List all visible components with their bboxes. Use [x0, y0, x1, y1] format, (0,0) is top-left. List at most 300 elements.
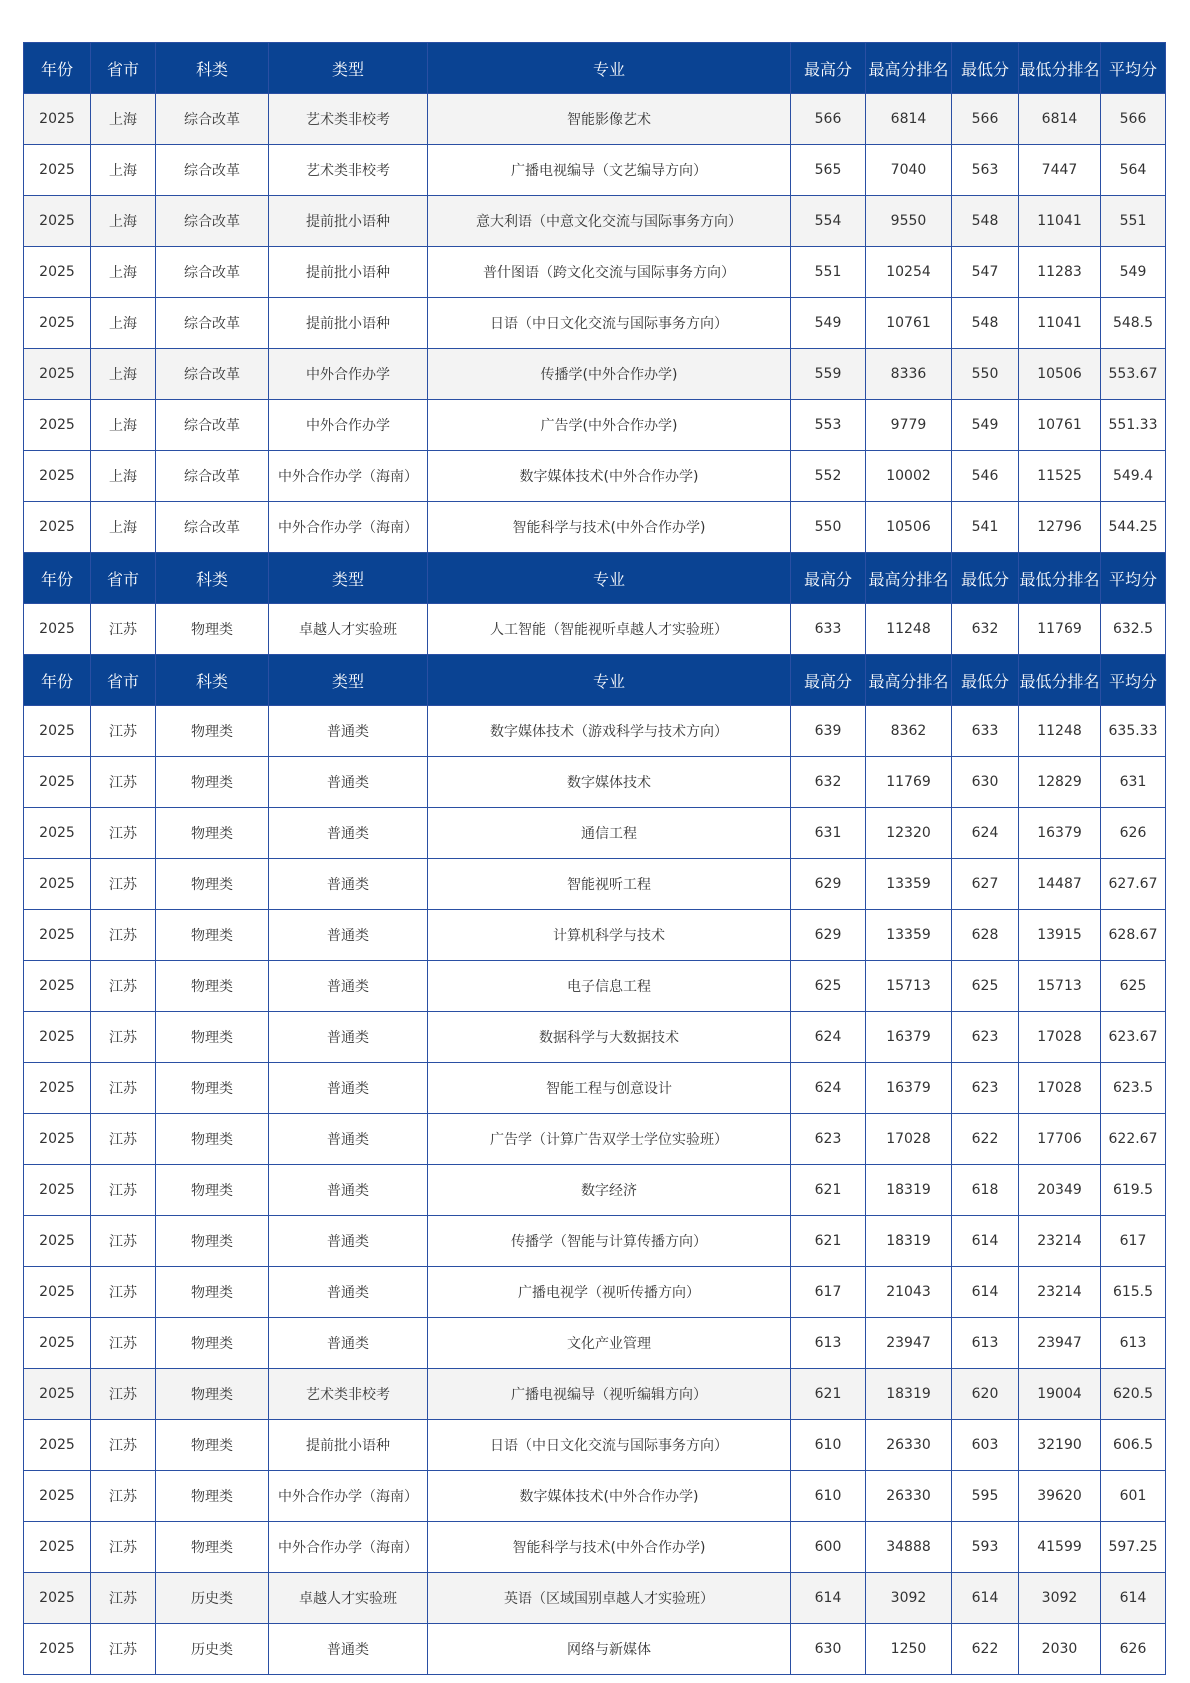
- cell-province: 江苏: [91, 808, 156, 859]
- cell-max-rank: 11248: [866, 604, 952, 655]
- cell-year: 2025: [24, 196, 91, 247]
- header-row: [24, 43, 1166, 94]
- cell-category: 中外合作办学（海南）: [269, 1522, 428, 1573]
- cell-year: 2025: [24, 910, 91, 961]
- cell-min-rank: 17028: [1019, 1012, 1101, 1063]
- column-header-province: 省市: [91, 43, 156, 94]
- cell-max-score: 551: [791, 247, 866, 298]
- cell-max-rank: 13359: [866, 910, 952, 961]
- column-header-major: 专业: [428, 655, 791, 706]
- cell-category: 中外合作办学: [269, 349, 428, 400]
- header-row: [24, 553, 1166, 604]
- cell-major: 英语（区域国别卓越人才实验班）: [428, 1573, 791, 1624]
- table-row: [24, 1216, 1166, 1267]
- table-row: [24, 94, 1166, 145]
- table-row: [24, 196, 1166, 247]
- column-header-subject: 科类: [156, 655, 269, 706]
- admission-scores-table: [23, 42, 1166, 1675]
- cell-max-score: 559: [791, 349, 866, 400]
- cell-subject: 综合改革: [156, 502, 269, 553]
- cell-major: 计算机科学与技术: [428, 910, 791, 961]
- cell-min-rank: 32190: [1019, 1420, 1101, 1471]
- cell-subject: 综合改革: [156, 94, 269, 145]
- cell-category: 普通类: [269, 757, 428, 808]
- cell-min-rank: 11041: [1019, 298, 1101, 349]
- cell-avg-score: 606.5: [1101, 1420, 1166, 1471]
- cell-province: 上海: [91, 145, 156, 196]
- cell-avg-score: 551: [1101, 196, 1166, 247]
- column-header-category: 类型: [269, 655, 428, 706]
- cell-category: 普通类: [269, 859, 428, 910]
- cell-avg-score: 549: [1101, 247, 1166, 298]
- cell-max-rank: 12320: [866, 808, 952, 859]
- cell-subject: 综合改革: [156, 298, 269, 349]
- cell-year: 2025: [24, 1471, 91, 1522]
- cell-avg-score: 614: [1101, 1573, 1166, 1624]
- table-row: [24, 604, 1166, 655]
- cell-max-score: 554: [791, 196, 866, 247]
- column-header-avg-score: 平均分: [1101, 655, 1166, 706]
- cell-max-score: 621: [791, 1216, 866, 1267]
- cell-category: 普通类: [269, 1216, 428, 1267]
- cell-max-rank: 17028: [866, 1114, 952, 1165]
- cell-max-score: 629: [791, 859, 866, 910]
- cell-year: 2025: [24, 1522, 91, 1573]
- cell-min-score: 627: [952, 859, 1019, 910]
- cell-subject: 综合改革: [156, 145, 269, 196]
- cell-major: 广告学（计算广告双学士学位实验班）: [428, 1114, 791, 1165]
- cell-avg-score: 601: [1101, 1471, 1166, 1522]
- cell-major: 传播学(中外合作办学): [428, 349, 791, 400]
- cell-max-score: 549: [791, 298, 866, 349]
- cell-province: 江苏: [91, 1216, 156, 1267]
- cell-min-rank: 11248: [1019, 706, 1101, 757]
- cell-major: 智能视听工程: [428, 859, 791, 910]
- cell-max-rank: 10254: [866, 247, 952, 298]
- cell-province: 江苏: [91, 1165, 156, 1216]
- cell-province: 江苏: [91, 1114, 156, 1165]
- cell-avg-score: 544.25: [1101, 502, 1166, 553]
- column-header-major: 专业: [428, 553, 791, 604]
- cell-avg-score: 632.5: [1101, 604, 1166, 655]
- cell-max-rank: 9779: [866, 400, 952, 451]
- cell-avg-score: 623.5: [1101, 1063, 1166, 1114]
- cell-major: 通信工程: [428, 808, 791, 859]
- cell-max-score: 600: [791, 1522, 866, 1573]
- cell-category: 提前批小语种: [269, 298, 428, 349]
- cell-province: 江苏: [91, 1471, 156, 1522]
- cell-subject: 物理类: [156, 1267, 269, 1318]
- cell-province: 江苏: [91, 1012, 156, 1063]
- column-header-min-score: 最低分: [952, 43, 1019, 94]
- cell-major: 电子信息工程: [428, 961, 791, 1012]
- cell-max-rank: 10506: [866, 502, 952, 553]
- cell-max-rank: 15713: [866, 961, 952, 1012]
- cell-min-rank: 11769: [1019, 604, 1101, 655]
- cell-major: 智能科学与技术(中外合作办学): [428, 502, 791, 553]
- cell-major: 数字媒体技术(中外合作办学): [428, 451, 791, 502]
- cell-min-rank: 23214: [1019, 1267, 1101, 1318]
- cell-max-rank: 23947: [866, 1318, 952, 1369]
- cell-province: 江苏: [91, 1318, 156, 1369]
- cell-max-score: 639: [791, 706, 866, 757]
- table-row: [24, 859, 1166, 910]
- cell-min-score: 613: [952, 1318, 1019, 1369]
- header-row: [24, 655, 1166, 706]
- cell-min-score: 595: [952, 1471, 1019, 1522]
- cell-avg-score: 549.4: [1101, 451, 1166, 502]
- cell-avg-score: 626: [1101, 808, 1166, 859]
- cell-year: 2025: [24, 349, 91, 400]
- cell-subject: 历史类: [156, 1624, 269, 1675]
- cell-min-rank: 6814: [1019, 94, 1101, 145]
- table-row: [24, 808, 1166, 859]
- cell-category: 中外合作办学（海南）: [269, 451, 428, 502]
- cell-max-score: 625: [791, 961, 866, 1012]
- cell-min-rank: 11283: [1019, 247, 1101, 298]
- cell-min-score: 593: [952, 1522, 1019, 1573]
- cell-min-score: 628: [952, 910, 1019, 961]
- cell-subject: 物理类: [156, 1012, 269, 1063]
- cell-year: 2025: [24, 961, 91, 1012]
- cell-max-score: 610: [791, 1471, 866, 1522]
- cell-min-score: 624: [952, 808, 1019, 859]
- cell-year: 2025: [24, 247, 91, 298]
- cell-subject: 物理类: [156, 859, 269, 910]
- cell-category: 普通类: [269, 910, 428, 961]
- cell-max-rank: 6814: [866, 94, 952, 145]
- cell-max-score: 633: [791, 604, 866, 655]
- cell-major: 意大利语（中意文化交流与国际事务方向）: [428, 196, 791, 247]
- column-header-min-score: 最低分: [952, 553, 1019, 604]
- cell-subject: 物理类: [156, 1318, 269, 1369]
- cell-max-score: 632: [791, 757, 866, 808]
- column-header-subject: 科类: [156, 43, 269, 94]
- cell-max-score: 614: [791, 1573, 866, 1624]
- cell-major: 传播学（智能与计算传播方向）: [428, 1216, 791, 1267]
- cell-province: 上海: [91, 349, 156, 400]
- cell-min-rank: 10761: [1019, 400, 1101, 451]
- cell-min-score: 549: [952, 400, 1019, 451]
- cell-major: 智能影像艺术: [428, 94, 791, 145]
- cell-min-score: 614: [952, 1267, 1019, 1318]
- cell-avg-score: 548.5: [1101, 298, 1166, 349]
- cell-max-score: 621: [791, 1369, 866, 1420]
- table-row: [24, 1114, 1166, 1165]
- cell-major: 数据科学与大数据技术: [428, 1012, 791, 1063]
- cell-min-score: 541: [952, 502, 1019, 553]
- table-row: [24, 1063, 1166, 1114]
- cell-province: 江苏: [91, 604, 156, 655]
- cell-year: 2025: [24, 145, 91, 196]
- cell-category: 普通类: [269, 808, 428, 859]
- cell-year: 2025: [24, 757, 91, 808]
- cell-major: 日语（中日文化交流与国际事务方向）: [428, 1420, 791, 1471]
- cell-year: 2025: [24, 1012, 91, 1063]
- cell-subject: 综合改革: [156, 247, 269, 298]
- cell-category: 普通类: [269, 1267, 428, 1318]
- cell-major: 广播电视编导（视听编辑方向）: [428, 1369, 791, 1420]
- cell-province: 江苏: [91, 859, 156, 910]
- table-row: [24, 502, 1166, 553]
- cell-min-rank: 15713: [1019, 961, 1101, 1012]
- cell-major: 数字媒体技术（游戏科学与技术方向）: [428, 706, 791, 757]
- cell-min-score: 623: [952, 1012, 1019, 1063]
- cell-min-rank: 10506: [1019, 349, 1101, 400]
- cell-subject: 物理类: [156, 1063, 269, 1114]
- cell-max-score: 617: [791, 1267, 866, 1318]
- cell-year: 2025: [24, 1063, 91, 1114]
- cell-category: 卓越人才实验班: [269, 604, 428, 655]
- cell-max-rank: 18319: [866, 1165, 952, 1216]
- cell-category: 普通类: [269, 1012, 428, 1063]
- cell-max-rank: 16379: [866, 1063, 952, 1114]
- cell-subject: 物理类: [156, 1369, 269, 1420]
- cell-max-rank: 8362: [866, 706, 952, 757]
- column-header-max-rank: 最高分排名: [866, 655, 952, 706]
- cell-min-rank: 12829: [1019, 757, 1101, 808]
- cell-max-rank: 26330: [866, 1471, 952, 1522]
- cell-major: 数字经济: [428, 1165, 791, 1216]
- cell-major: 智能工程与创意设计: [428, 1063, 791, 1114]
- cell-subject: 物理类: [156, 1216, 269, 1267]
- cell-max-rank: 18319: [866, 1369, 952, 1420]
- cell-max-rank: 1250: [866, 1624, 952, 1675]
- cell-avg-score: 619.5: [1101, 1165, 1166, 1216]
- cell-province: 江苏: [91, 1420, 156, 1471]
- cell-min-score: 622: [952, 1114, 1019, 1165]
- cell-min-score: 603: [952, 1420, 1019, 1471]
- cell-year: 2025: [24, 859, 91, 910]
- column-header-province: 省市: [91, 553, 156, 604]
- table-row: [24, 1420, 1166, 1471]
- cell-max-score: 613: [791, 1318, 866, 1369]
- cell-max-rank: 8336: [866, 349, 952, 400]
- cell-year: 2025: [24, 1114, 91, 1165]
- cell-province: 上海: [91, 94, 156, 145]
- cell-avg-score: 553.67: [1101, 349, 1166, 400]
- cell-category: 卓越人才实验班: [269, 1573, 428, 1624]
- table-row: [24, 1318, 1166, 1369]
- cell-category: 艺术类非校考: [269, 145, 428, 196]
- cell-province: 江苏: [91, 961, 156, 1012]
- column-header-year: 年份: [24, 553, 91, 604]
- cell-year: 2025: [24, 1573, 91, 1624]
- cell-subject: 物理类: [156, 1114, 269, 1165]
- cell-province: 江苏: [91, 706, 156, 757]
- column-header-year: 年份: [24, 43, 91, 94]
- cell-min-rank: 20349: [1019, 1165, 1101, 1216]
- cell-year: 2025: [24, 1267, 91, 1318]
- cell-max-score: 623: [791, 1114, 866, 1165]
- cell-subject: 物理类: [156, 1471, 269, 1522]
- cell-subject: 综合改革: [156, 196, 269, 247]
- cell-major: 网络与新媒体: [428, 1624, 791, 1675]
- cell-category: 普通类: [269, 1165, 428, 1216]
- table-row: [24, 1165, 1166, 1216]
- cell-subject: 综合改革: [156, 400, 269, 451]
- cell-min-score: 548: [952, 298, 1019, 349]
- cell-subject: 历史类: [156, 1573, 269, 1624]
- cell-max-rank: 9550: [866, 196, 952, 247]
- cell-major: 数字媒体技术(中外合作办学): [428, 1471, 791, 1522]
- cell-min-score: 620: [952, 1369, 1019, 1420]
- cell-major: 广播电视编导（文艺编导方向）: [428, 145, 791, 196]
- cell-max-score: 552: [791, 451, 866, 502]
- cell-subject: 综合改革: [156, 451, 269, 502]
- cell-category: 普通类: [269, 1624, 428, 1675]
- cell-category: 普通类: [269, 706, 428, 757]
- cell-province: 江苏: [91, 1573, 156, 1624]
- table-row: [24, 451, 1166, 502]
- cell-year: 2025: [24, 1216, 91, 1267]
- column-header-min-rank: 最低分排名: [1019, 553, 1101, 604]
- column-header-max-rank: 最高分排名: [866, 553, 952, 604]
- cell-min-rank: 39620: [1019, 1471, 1101, 1522]
- cell-min-rank: 7447: [1019, 145, 1101, 196]
- cell-max-rank: 7040: [866, 145, 952, 196]
- cell-year: 2025: [24, 400, 91, 451]
- cell-province: 江苏: [91, 910, 156, 961]
- cell-avg-score: 551.33: [1101, 400, 1166, 451]
- cell-avg-score: 613: [1101, 1318, 1166, 1369]
- cell-max-score: 553: [791, 400, 866, 451]
- table-row: [24, 1012, 1166, 1063]
- cell-min-score: 632: [952, 604, 1019, 655]
- cell-min-rank: 17028: [1019, 1063, 1101, 1114]
- cell-province: 江苏: [91, 1624, 156, 1675]
- cell-avg-score: 623.67: [1101, 1012, 1166, 1063]
- column-header-min-rank: 最低分排名: [1019, 655, 1101, 706]
- table-row: [24, 961, 1166, 1012]
- cell-avg-score: 635.33: [1101, 706, 1166, 757]
- cell-category: 提前批小语种: [269, 196, 428, 247]
- cell-category: 普通类: [269, 961, 428, 1012]
- cell-max-rank: 21043: [866, 1267, 952, 1318]
- cell-category: 中外合作办学（海南）: [269, 502, 428, 553]
- cell-subject: 物理类: [156, 706, 269, 757]
- cell-min-score: 546: [952, 451, 1019, 502]
- column-header-avg-score: 平均分: [1101, 43, 1166, 94]
- cell-subject: 物理类: [156, 1165, 269, 1216]
- cell-subject: 物理类: [156, 1522, 269, 1573]
- cell-avg-score: 625: [1101, 961, 1166, 1012]
- cell-year: 2025: [24, 502, 91, 553]
- cell-major: 广告学(中外合作办学): [428, 400, 791, 451]
- cell-avg-score: 631: [1101, 757, 1166, 808]
- table-row: [24, 145, 1166, 196]
- cell-category: 艺术类非校考: [269, 1369, 428, 1420]
- cell-min-rank: 13915: [1019, 910, 1101, 961]
- cell-min-score: 614: [952, 1573, 1019, 1624]
- column-header-max-score: 最高分: [791, 655, 866, 706]
- cell-year: 2025: [24, 604, 91, 655]
- cell-avg-score: 564: [1101, 145, 1166, 196]
- cell-major: 人工智能（智能视听卓越人才实验班）: [428, 604, 791, 655]
- column-header-max-score: 最高分: [791, 43, 866, 94]
- cell-province: 上海: [91, 298, 156, 349]
- cell-major: 普什图语（跨文化交流与国际事务方向）: [428, 247, 791, 298]
- admission-scores-table-container: [23, 42, 1165, 1675]
- cell-max-score: 624: [791, 1012, 866, 1063]
- cell-min-score: 548: [952, 196, 1019, 247]
- cell-max-rank: 3092: [866, 1573, 952, 1624]
- cell-major: 广播电视学（视听传播方向）: [428, 1267, 791, 1318]
- cell-min-score: 566: [952, 94, 1019, 145]
- cell-province: 上海: [91, 400, 156, 451]
- cell-year: 2025: [24, 808, 91, 859]
- table-row: [24, 1624, 1166, 1675]
- cell-province: 上海: [91, 196, 156, 247]
- column-header-avg-score: 平均分: [1101, 553, 1166, 604]
- cell-subject: 物理类: [156, 757, 269, 808]
- table-row: [24, 706, 1166, 757]
- cell-max-rank: 11769: [866, 757, 952, 808]
- cell-avg-score: 615.5: [1101, 1267, 1166, 1318]
- cell-avg-score: 626: [1101, 1624, 1166, 1675]
- cell-category: 普通类: [269, 1114, 428, 1165]
- table-row: [24, 298, 1166, 349]
- table-body: [24, 43, 1166, 1675]
- cell-max-rank: 10761: [866, 298, 952, 349]
- cell-province: 江苏: [91, 757, 156, 808]
- column-header-category: 类型: [269, 553, 428, 604]
- cell-max-rank: 10002: [866, 451, 952, 502]
- cell-subject: 综合改革: [156, 349, 269, 400]
- column-header-major: 专业: [428, 43, 791, 94]
- table-row: [24, 247, 1166, 298]
- column-header-min-rank: 最低分排名: [1019, 43, 1101, 94]
- cell-min-rank: 14487: [1019, 859, 1101, 910]
- column-header-min-score: 最低分: [952, 655, 1019, 706]
- cell-year: 2025: [24, 94, 91, 145]
- column-header-max-score: 最高分: [791, 553, 866, 604]
- cell-min-score: 622: [952, 1624, 1019, 1675]
- cell-min-rank: 12796: [1019, 502, 1101, 553]
- cell-subject: 物理类: [156, 808, 269, 859]
- cell-max-score: 566: [791, 94, 866, 145]
- table-row: [24, 1369, 1166, 1420]
- cell-min-rank: 17706: [1019, 1114, 1101, 1165]
- cell-avg-score: 617: [1101, 1216, 1166, 1267]
- cell-min-rank: 3092: [1019, 1573, 1101, 1624]
- table-row: [24, 400, 1166, 451]
- table-row: [24, 349, 1166, 400]
- cell-year: 2025: [24, 1369, 91, 1420]
- cell-year: 2025: [24, 1420, 91, 1471]
- cell-category: 艺术类非校考: [269, 94, 428, 145]
- cell-max-rank: 13359: [866, 859, 952, 910]
- cell-max-score: 630: [791, 1624, 866, 1675]
- cell-min-rank: 11041: [1019, 196, 1101, 247]
- cell-major: 日语（中日文化交流与国际事务方向）: [428, 298, 791, 349]
- cell-min-score: 618: [952, 1165, 1019, 1216]
- table-row: [24, 1522, 1166, 1573]
- cell-max-score: 610: [791, 1420, 866, 1471]
- cell-min-rank: 41599: [1019, 1522, 1101, 1573]
- cell-min-rank: 2030: [1019, 1624, 1101, 1675]
- cell-year: 2025: [24, 706, 91, 757]
- column-header-province: 省市: [91, 655, 156, 706]
- cell-min-score: 623: [952, 1063, 1019, 1114]
- cell-min-rank: 23214: [1019, 1216, 1101, 1267]
- cell-province: 江苏: [91, 1063, 156, 1114]
- cell-year: 2025: [24, 451, 91, 502]
- cell-major: 文化产业管理: [428, 1318, 791, 1369]
- cell-avg-score: 627.67: [1101, 859, 1166, 910]
- cell-major: 数字媒体技术: [428, 757, 791, 808]
- cell-min-rank: 23947: [1019, 1318, 1101, 1369]
